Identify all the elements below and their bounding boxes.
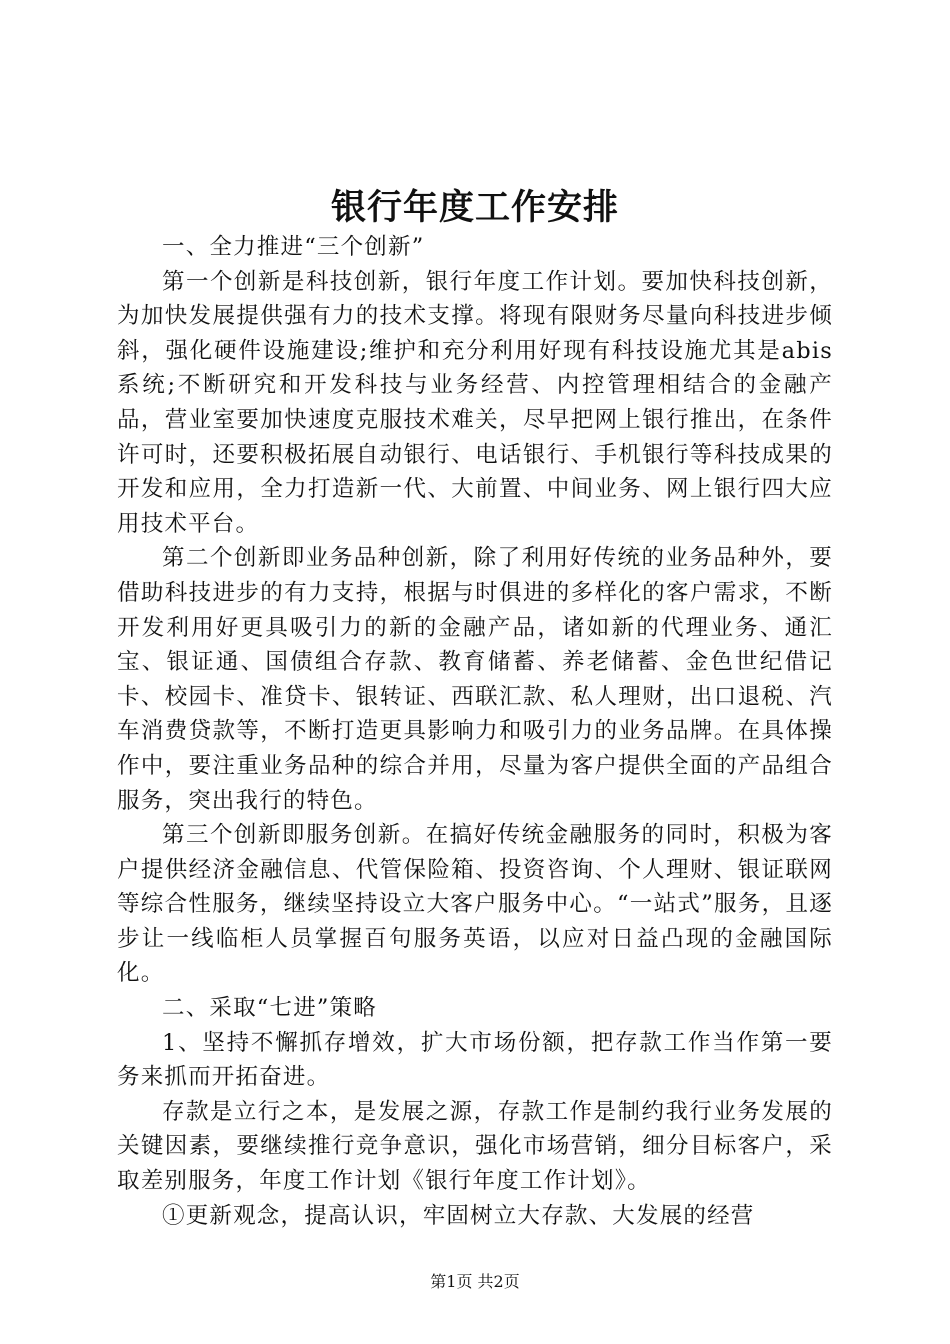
body-paragraph: 存款是立行之本，是发展之源，存款工作是制约我行业务发展的关键因素，要继续推行竞争意识，强化市场营销，细分目标客户，采取差别服务，年度工作计划《银行年度工作计划》。: [117, 1098, 833, 1195]
document-body: [117, 230, 833, 1233]
body-paragraph: 第二个创新即业务品种创新，除了利用好传统的业务品种外，要借助科技进步的有力支持，根据与时俱进的多样化的客户需求，不断开发利用好更具吸引力的新的金融产品，诸如新的代理业务、通汇宝、银证通、国债组合存款、教育储蓄、养老储蓄、金色世纪借记卡、校园卡、准贷卡、银转证、西联汇款、私人理财，出口退税、汽车消费贷款等，不断打造更具影响力和吸引力的业务品牌。在具体操作中，要注重业务品种的综合并用，尽量为客户提供全面的产品组合服务，突出我行的特色。: [117, 545, 833, 814]
page-title: 银行年度工作安排: [330, 187, 619, 228]
section-heading: 一、全力推进“三个创新”: [162, 234, 425, 260]
body-paragraph: 1、坚持不懈抓存增效，扩大市场份额，把存款工作当作第一要务来抓而开拓奋进。: [117, 1029, 833, 1091]
page-footer: 第1页 共2页: [430, 1272, 520, 1291]
body-paragraph: ①更新观念，提高认识，牢固树立大存款、大发展的经营: [162, 1202, 755, 1229]
body-paragraph: 第三个创新即服务创新。在搞好传统金融服务的同时，积极为客户提供经济金融信息、代管保险箱、投资咨询、个人理财、银证联网等综合性服务，继续坚持设立大客户服务中心。“一站式”服务，且逐步让一线临柜人员掌握百句服务英语，以应对日益凸现的金融国际化。: [117, 822, 833, 987]
body-paragraph: 第一个创新是科技创新，银行年度工作计划。要加快科技创新，为加快发展提供强有力的技术支撑。将现有限财务尽量向科技进步倾斜，强化硬件设施建设;维护和充分利用好现有科技设施尤其是abis系统;不断研究和开发科技与业务经营、内控管理相结合的金融产品，营业室要加快速度克服技术难关，尽早把网上银行推出，在条件许可时，还要积极拓展自动银行、电话银行、手机银行等科技成果的开发和应用，全力打造新一代、大前置、中间业务、网上银行四大应用技术平台。: [117, 268, 833, 537]
section-heading: 二、采取“七进”策略: [162, 995, 378, 1022]
